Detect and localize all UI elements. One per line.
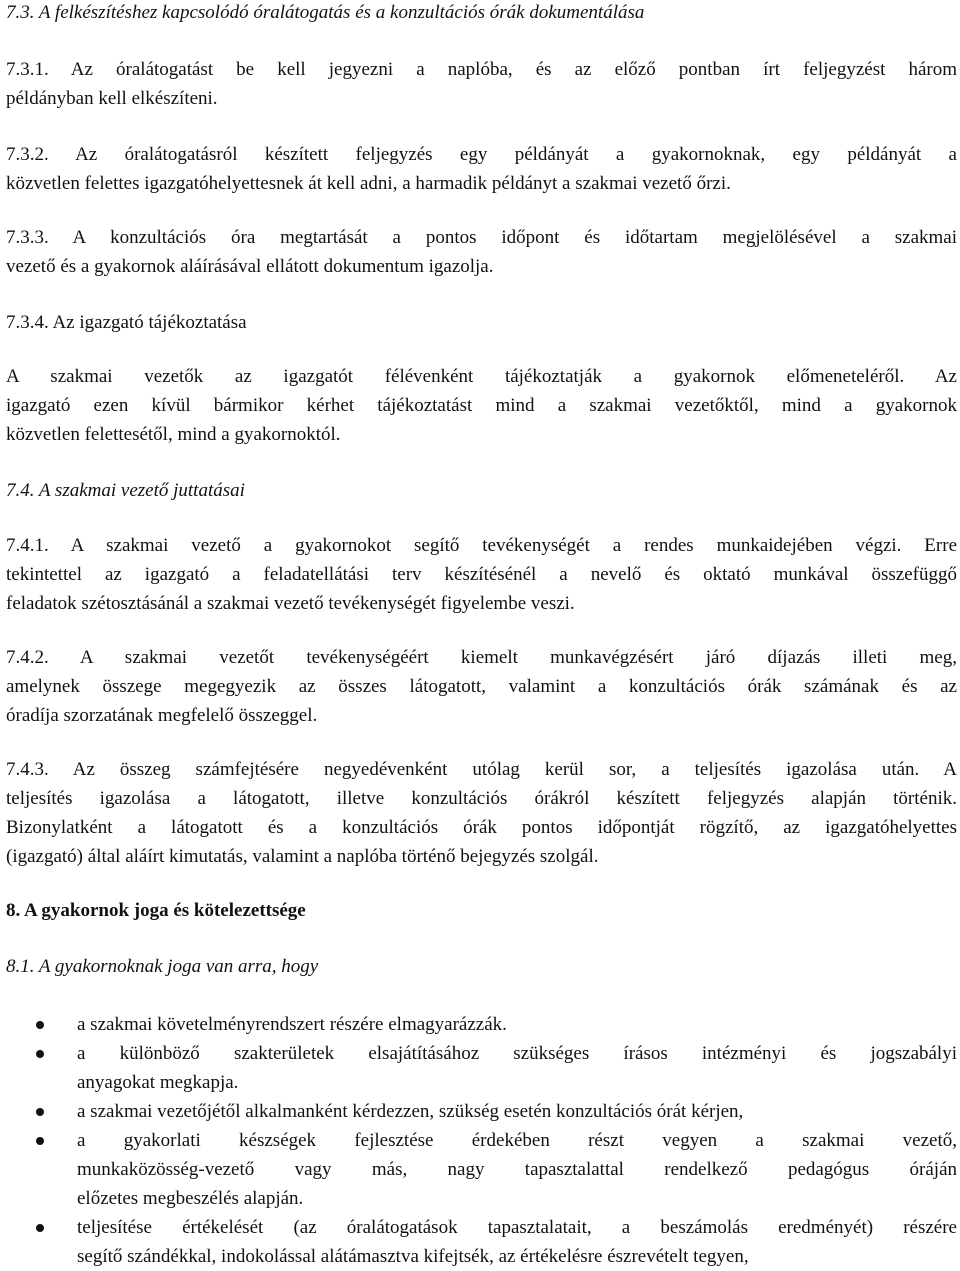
list-item-line: a gyakorlati készségek fejlesztése érdekében részt vegyen a szakmai vezető,	[77, 1130, 957, 1151]
section-7-3-heading	[6, 0, 957, 27]
paragraph-line: igazgató ezen kívül bármikor kérhet tájékoztatást mind a szakmai vezetőktől, mind a gyakornok	[6, 395, 957, 416]
paragraph-line: 7.4.3. Az összeg számfejtésére negyedévenként utólag kerül sor, a teljesítés igazolása után. A	[6, 759, 957, 780]
paragraph-line: 7.3.1. Az óralátogatást be kell jegyezni a naplóba, és az előző pontban írt feljegyzést három	[6, 59, 957, 80]
list-item-text	[77, 1010, 957, 1039]
paragraph-7-3-4	[6, 362, 957, 449]
list-item-text	[77, 1097, 957, 1126]
paragraph-line: közvetlen felettesétől, mind a gyakornoktól.	[6, 424, 341, 445]
paragraph-line: amelynek összege megegyezik az összes látogatott, valamint a konzultációs órák számának és az	[6, 676, 957, 697]
list-item-line: a szakmai követelményrendszert részére elmagyarázzák.	[77, 1014, 507, 1035]
paragraph-line: 7.4.2. A szakmai vezetőt tevékenységéért kiemelt munkavégzésért járó díjazás illeti meg,	[6, 647, 957, 668]
paragraph-line: tekintettel az igazgató a feladatellátási terv készítésénél a nevelő és oktató munkával összefüggő	[6, 564, 957, 585]
paragraph-7-3-2	[6, 140, 957, 198]
paragraph-line: 7.3.3. A konzultációs óra megtartását a pontos időpont és időtartam megjelölésével a szakmai	[6, 227, 957, 248]
paragraph-7-4-2	[6, 643, 957, 730]
paragraph-line: példányban kell elkészíteni.	[6, 88, 218, 109]
paragraph-line: közvetlen felettes igazgatóhelyettesnek át kell adni, a harmadik példányt a szakmai vezető őrzi.	[6, 173, 731, 194]
bullet-icon	[36, 1137, 44, 1145]
paragraph-7-4-1	[6, 531, 957, 618]
list-item-line: teljesítése értékelését (az óralátogatások tapasztalatait, a beszámolás eredményét) részére	[77, 1217, 957, 1238]
paragraph-line: 7.4.1. A szakmai vezető a gyakornokot segítő tevékenységét a rendes munkaidejében végzi. Erre	[6, 535, 957, 556]
paragraph-line: vezető és a gyakornok aláírásával ellátott dokumentum igazolja.	[6, 256, 494, 277]
subsection-7-3-4-heading-text: 7.3.4. Az igazgató tájékoztatása	[6, 312, 247, 333]
bullet-icon	[36, 1021, 44, 1029]
list-item-line: segítő szándékkal, indokolással alátámasztva kifejtsék, az értékelésre észrevételt tegyen,	[77, 1246, 749, 1267]
paragraph-line: A szakmai vezetők az igazgatót félévenként tájékoztatják a gyakornok előmeneteléről. Az	[6, 366, 957, 387]
list-item-line: előzetes megbeszélés alapján.	[77, 1188, 304, 1209]
list-item-text	[77, 1126, 957, 1213]
list-item-line: munkaközösség-vezető vagy más, nagy tapasztalattal rendelkező pedagógus óráján	[77, 1159, 957, 1180]
paragraph-line: feladatok szétosztásánál a szakmai vezető tevékenységét figyelembe veszi.	[6, 593, 575, 614]
list-item-text	[77, 1213, 957, 1271]
section-8-1-heading	[6, 952, 957, 981]
section-8-1-heading-text: 8.1. A gyakornoknak joga van arra, hogy	[6, 956, 319, 977]
paragraph-7-3-3	[6, 223, 957, 281]
paragraph-7-3-1	[6, 55, 957, 113]
section-7-3-heading-text: 7.3. A felkészítéshez kapcsolódó óralátogatás és a konzultációs órák dokumentálása	[6, 2, 645, 23]
section-8-heading	[6, 896, 957, 925]
bullet-icon	[36, 1050, 44, 1058]
section-7-4-heading-text: 7.4. A szakmai vezető juttatásai	[6, 480, 245, 501]
paragraph-7-4-3	[6, 755, 957, 871]
list-item-line: anyagokat megkapja.	[77, 1072, 239, 1093]
paragraph-line: óradíja szorzatának megfelelő összeggel.	[6, 705, 318, 726]
list-item-line: a szakmai vezetőjétől alkalmanként kérdezzen, szükség esetén konzultációs órát kérjen,	[77, 1101, 744, 1122]
paragraph-line: teljesítés igazolása a látogatott, illetve konzultációs órákról készített feljegyzés alapján történik.	[6, 788, 957, 809]
section-8-heading-text: 8. A gyakornok joga és kötelezettsége	[6, 900, 306, 921]
bullet-icon	[36, 1108, 44, 1116]
paragraph-line: Bizonylatként a látogatott és a konzultációs órák pontos időpontját rögzítő, az igazgatóhelyettes	[6, 817, 957, 838]
list-item-text	[77, 1039, 957, 1097]
list-item-line: a különböző szakterületek elsajátításához szükséges írásos intézményi és jogszabályi	[77, 1043, 957, 1064]
bullet-icon	[36, 1224, 44, 1232]
subsection-7-3-4-heading	[6, 308, 957, 337]
paragraph-line: 7.3.2. Az óralátogatásról készített feljegyzés egy példányát a gyakornoknak, egy példányát a	[6, 144, 957, 165]
section-7-4-heading	[6, 476, 957, 505]
paragraph-line: (igazgató) által aláírt kimutatás, valamint a naplóba történő bejegyzés szolgál.	[6, 846, 599, 867]
